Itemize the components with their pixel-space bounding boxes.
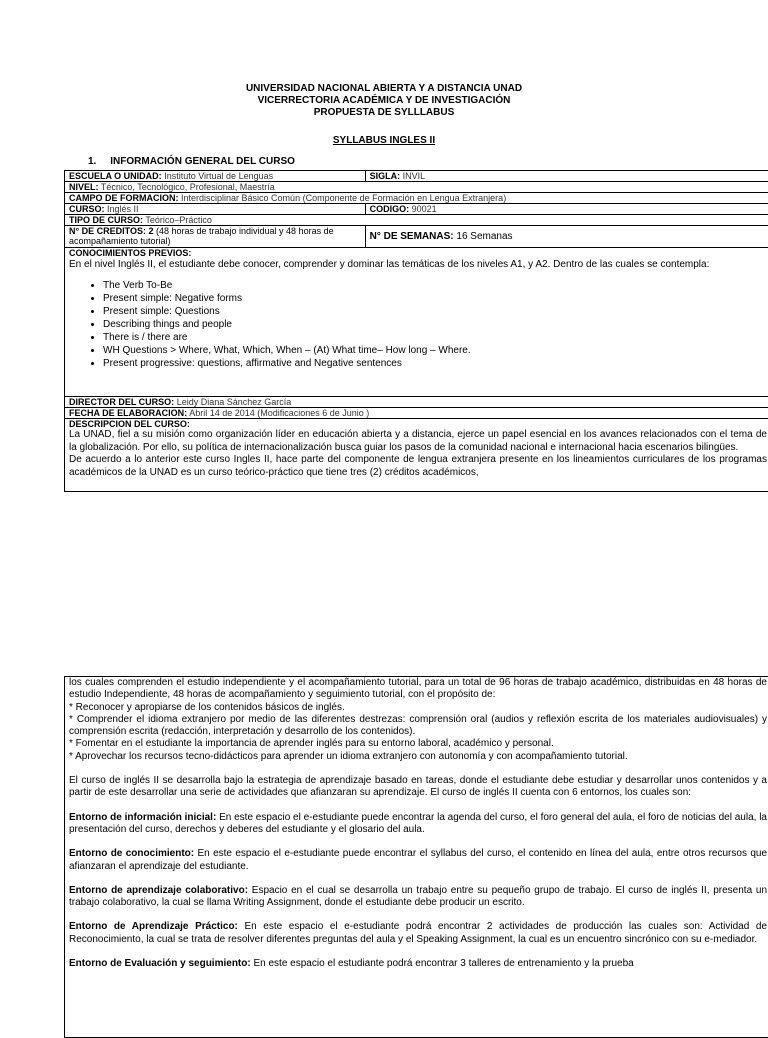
section-label: INFORMACIÓN GENERAL DEL CURSO bbox=[110, 156, 295, 167]
topics-list bbox=[69, 279, 767, 370]
nivel-label: NIVEL: bbox=[69, 182, 99, 192]
campo-value: Interdisciplinar Básico Común (Componente de Formación en Lengua Extranjera) bbox=[181, 193, 506, 203]
row-curso bbox=[65, 204, 768, 215]
env-conocimiento bbox=[69, 848, 767, 873]
env2-text: En este espacio el e-estudiante puede encontrar el syllabus del curso, el contenido en línea del aula, entre otros recursos que afianzaran el aprendizaje del estudiante. bbox=[69, 848, 767, 871]
sigla-value: INVIL bbox=[403, 171, 426, 181]
env1-title: Entorno de información inicial: bbox=[69, 812, 216, 823]
list-item: • Describing things and people bbox=[103, 318, 767, 331]
escuela-value: Instituto Virtual de Lenguas bbox=[164, 171, 273, 181]
env1-text: En este espacio el e-estudiante puede encontrar la agenda del curso, el foro general del aula, el foro de noticias del aula, la presentación del curso, derechos y deberes del estudiante y el glosario del aula. bbox=[69, 812, 767, 835]
list-item: • Present simple: Negative forms bbox=[103, 292, 767, 305]
list-item: • Present progressive: questions, affirmative and Negative sentences bbox=[103, 357, 767, 370]
tipo-value: Teórico–Práctico bbox=[145, 215, 212, 225]
nivel-value: Técnico, Tecnológico, Profesional, Maestría bbox=[101, 182, 275, 192]
header-university: UNIVERSIDAD NACIONAL ABIERTA Y A DISTANCIA UNAD bbox=[0, 83, 768, 95]
creditos-label: N° DE CREDITOS: 2 bbox=[69, 226, 153, 236]
env5-title: Entorno de Evaluación y seguimiento: bbox=[69, 958, 251, 969]
creditos-value: (48 horas de trabajo individual y 48 horas de acompañamiento tutorial) bbox=[69, 226, 334, 246]
general-info-table bbox=[64, 170, 768, 492]
list-item: * Fomentar en el estudiante la importancia de aprender inglés para su entorno laboral, académico y personal. bbox=[69, 738, 767, 750]
list-item: • WH Questions > Where, What, Which, When – (At) What time– How long – Where. bbox=[103, 344, 767, 357]
list-item: * Reconocer y apropiarse de los contenidos básicos de inglés. bbox=[69, 702, 767, 714]
fecha-label: FECHA DE ELABORACION: bbox=[69, 408, 187, 418]
env5-text: En este espacio el estudiante podrá encontrar 3 talleres de entrenamiento y la prueba bbox=[251, 958, 634, 969]
header-vicerrectoria: VICERRECTORIA ACADÉMICA Y DE INVESTIGACIÓN bbox=[0, 95, 768, 107]
list-item: • The Verb To-Be bbox=[103, 279, 767, 292]
escuela-label: ESCUELA O UNIDAD: bbox=[69, 171, 162, 181]
env4-text: En este espacio el e-estudiante podrá encontrar 2 actividades de producción las cuales son: Actividad de Reconocimiento, la cual se trata de resolver diferentes preguntas del aula y el Speaking Assignment, la cual es un encuentro sincrónico con su e-mediador. bbox=[69, 921, 767, 944]
env3-title: Entorno de aprendizaje colaborativo: bbox=[69, 885, 248, 896]
row-nivel bbox=[65, 182, 768, 193]
row-director bbox=[65, 397, 768, 408]
env-evaluacion bbox=[69, 958, 767, 970]
env3-text: Espacio en el cual se desarrolla un trabajo entre su pequeño grupo de trabajo. El curso de inglés II, presenta un trabajo colaborativo, la cual se llama Writing Assignment, donde el estudiante debe producir un escrito. bbox=[69, 885, 767, 908]
tipo-label: TIPO DE CURSO: bbox=[69, 215, 143, 225]
director-label: DIRECTOR DEL CURSO: bbox=[69, 397, 174, 407]
p2-paragraph-2: El curso de inglés II se desarrolla bajo la estrategia de aprendizaje basado en tareas, donde el estudiante debe estudiar y desarrollar unos contenidos y a partir de este desarrollar una serie de actividades que afianzaran su aprendizaje. El curso de inglés II cuenta con 6 entornos, los cuales son: bbox=[69, 775, 767, 800]
env4-title: Entorno de Aprendizaje Práctico: bbox=[69, 921, 238, 932]
semanas-value: 16 Semanas bbox=[456, 231, 512, 242]
syllabus-title: SYLLABUS INGLES II bbox=[0, 135, 768, 147]
description-continuation-box bbox=[64, 676, 768, 1038]
desc-paragraph-2: De acuerdo a lo anterior este curso Ingles II, hace parte del componente de lengua extranjera presente en los lineamientos curriculares de los programas académicos de la UNAD es un curso teórico-práctico que tiene tres (2) créditos académicos, bbox=[69, 454, 767, 479]
env-colaborativo bbox=[69, 885, 767, 910]
desc-label: DESCRIPCION DEL CURSO: bbox=[69, 419, 767, 429]
list-item: * Comprender el idioma extranjero por medio de las diferentes destrezas: comprensión oral (audios y reflexión escrita de los materiales audiovisuales) y comprensión escrita (redacción, interpretación y desarrollo de los contenidos). bbox=[69, 714, 767, 739]
sigla-label: SIGLA: bbox=[370, 171, 401, 181]
env2-title: Entorno de conocimiento: bbox=[69, 848, 194, 859]
list-item: • There is / there are bbox=[103, 331, 767, 344]
fecha-value: Abril 14 de 2014 (Modificaciones 6 de Junio ) bbox=[189, 408, 369, 418]
section-title bbox=[88, 156, 295, 167]
prev-text: En el nivel Inglés II, el estudiante debe conocer, comprender y dominar las temáticas de los niveles A1, y A2. Dentro de las cuales se contempla: bbox=[69, 258, 767, 272]
row-fecha bbox=[65, 408, 768, 419]
section-number: 1. bbox=[88, 156, 96, 167]
list-item: • Present simple: Questions bbox=[103, 305, 767, 318]
prev-label: CONOCIMIENTOS PREVIOS: bbox=[69, 248, 767, 258]
curso-label: CURSO: bbox=[69, 204, 105, 214]
codigo-value: 90021 bbox=[412, 204, 437, 214]
codigo-label: CODIGO: bbox=[370, 204, 410, 214]
env-practico bbox=[69, 921, 767, 946]
list-item: * Aprovechar los recursos tecno-didácticos para aprender un idioma extranjero con autonomía y con acompañamiento tutorial. bbox=[69, 751, 767, 763]
director-value: Leidy Diana Sánchez García bbox=[177, 397, 292, 407]
desc-paragraph-1: La UNAD, fiel a su misión como organización líder en educación abierta y a distancia, ejerce un papel esencial en los avances relacionados con el tema de la globalización. Por ello, su política de internacionalización busca guiar los pasos de la comunidad nacional e internacional hacia escenarios bilingües. bbox=[69, 429, 767, 454]
row-escuela bbox=[65, 171, 768, 182]
header-proposal: PROPUESTA DE SYLLLABUS bbox=[0, 107, 768, 119]
row-tipo bbox=[65, 215, 768, 226]
curso-value: Inglés II bbox=[107, 204, 139, 214]
semanas-label: N° DE SEMANAS: bbox=[370, 231, 454, 242]
campo-label: CAMPO DE FORMACION: bbox=[69, 193, 179, 203]
row-conocimientos bbox=[65, 248, 768, 397]
env-info-inicial bbox=[69, 812, 767, 837]
row-creditos bbox=[65, 226, 768, 248]
p2-paragraph-1: los cuales comprenden el estudio independiente y el acompañamiento tutorial, para un total de 96 horas de trabajo académico, distribuidas en 48 horas de estudio Independiente, 48 horas de acompañamiento y seguimiento tutorial, con el propósito de: bbox=[69, 677, 767, 702]
row-campo bbox=[65, 193, 768, 204]
row-descripcion bbox=[65, 419, 768, 492]
